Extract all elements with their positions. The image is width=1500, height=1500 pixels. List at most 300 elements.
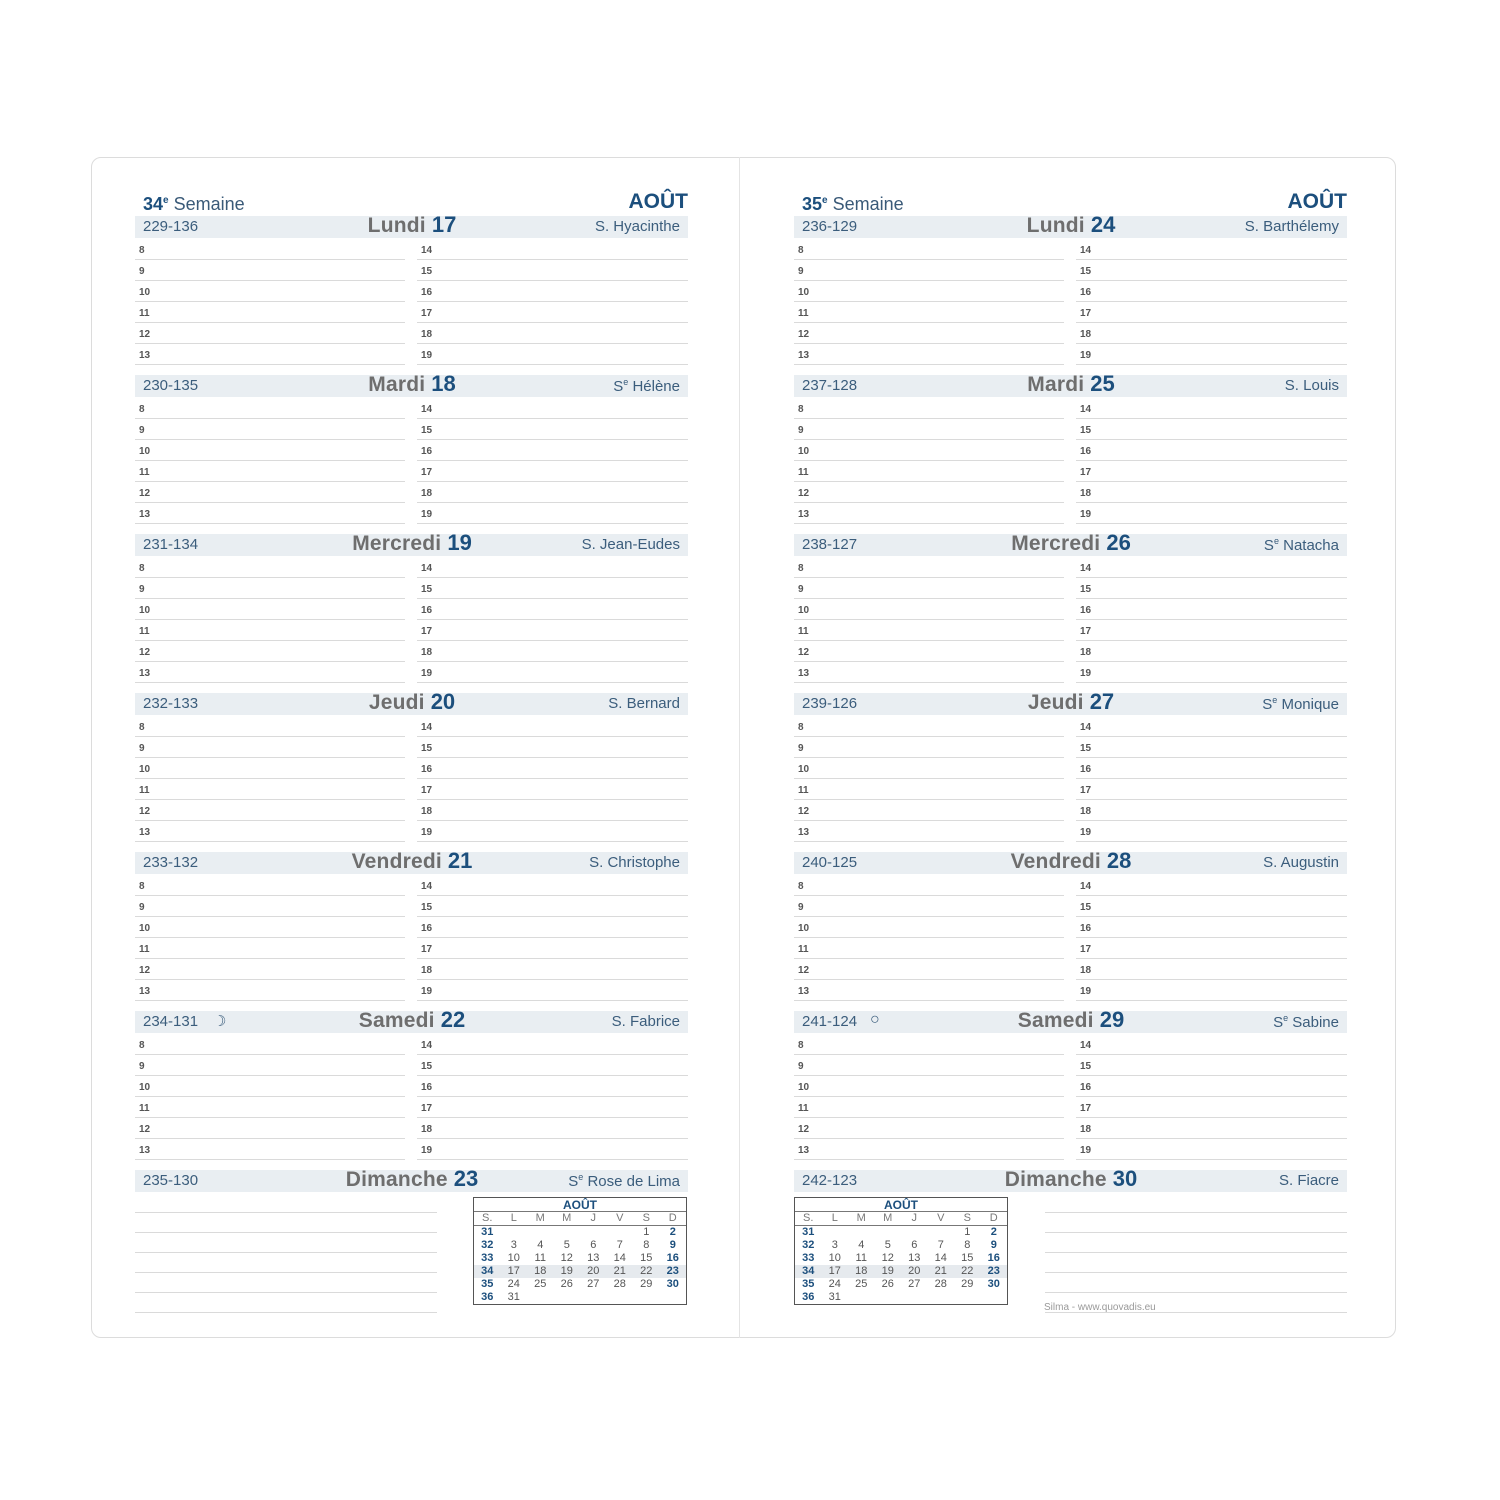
hour-label: 16	[1080, 605, 1092, 616]
hour-slot[interactable]	[794, 821, 1064, 842]
day-name	[312, 1007, 512, 1033]
hour-slot[interactable]	[135, 482, 405, 503]
day-header	[794, 1166, 1347, 1192]
hour-label: 16	[1080, 287, 1092, 298]
note-line[interactable]	[135, 1253, 437, 1273]
hour-slots	[135, 397, 688, 534]
hour-slot[interactable]	[1076, 482, 1347, 503]
hour-slot[interactable]	[417, 800, 688, 821]
hour-slot[interactable]	[417, 281, 688, 302]
mini-calendar-week	[474, 1265, 686, 1278]
hour-slot[interactable]	[1076, 716, 1347, 737]
afternoon-column	[1076, 1034, 1347, 1160]
hour-slot[interactable]	[417, 482, 688, 503]
saint-name	[595, 218, 680, 235]
hour-slot[interactable]	[417, 641, 688, 662]
day-of-year: 237-128	[802, 377, 858, 394]
hour-slot[interactable]	[135, 917, 405, 938]
hour-slot[interactable]	[417, 461, 688, 482]
week-number-cell: 36	[802, 1291, 815, 1303]
hour-slot[interactable]	[417, 896, 688, 917]
hour-label: 9	[798, 743, 804, 754]
saint-name	[1245, 218, 1339, 235]
hour-slot[interactable]	[417, 1097, 688, 1118]
mini-calendar-week	[474, 1226, 686, 1240]
date-cell	[901, 1226, 928, 1240]
hour-slot[interactable]	[1076, 821, 1347, 842]
hour-slot[interactable]	[1076, 641, 1347, 662]
week-label	[802, 194, 904, 215]
hour-slot[interactable]	[1076, 239, 1347, 260]
date-cell: 9	[669, 1239, 676, 1251]
date-cell: 10	[507, 1252, 520, 1264]
date-cell: 6	[590, 1239, 597, 1251]
day-number: 26	[1106, 530, 1131, 555]
hour-label: 18	[421, 647, 433, 658]
weekday-header: M	[527, 1212, 554, 1226]
hour-slot[interactable]	[135, 323, 405, 344]
hour-slot[interactable]	[794, 620, 1064, 641]
note-lines[interactable]	[135, 1193, 437, 1313]
hour-slot[interactable]	[135, 875, 405, 896]
mini-calendar-title: AOÛT	[884, 1198, 918, 1212]
hour-label: 19	[421, 1145, 433, 1156]
hour-slot[interactable]	[1076, 1055, 1347, 1076]
hour-slot[interactable]	[417, 1034, 688, 1055]
hour-slot[interactable]	[1076, 578, 1347, 599]
page-gutter	[739, 157, 740, 1338]
day-header	[794, 212, 1347, 238]
date-cell	[607, 1226, 634, 1240]
hour-slot[interactable]	[417, 620, 688, 641]
hour-slot[interactable]	[135, 896, 405, 917]
hour-slot[interactable]	[135, 959, 405, 980]
day-number: 20	[430, 689, 456, 714]
hour-slot[interactable]	[135, 1076, 405, 1097]
note-line[interactable]	[135, 1293, 437, 1313]
hour-slot[interactable]	[417, 980, 688, 1001]
day-name	[312, 530, 512, 556]
hour-slot[interactable]	[1076, 620, 1347, 641]
hour-label: 9	[798, 425, 804, 436]
weekday: Mardi	[368, 373, 426, 396]
date-cell: 21	[928, 1265, 955, 1278]
hour-slot[interactable]	[794, 875, 1064, 896]
hour-slot[interactable]	[417, 938, 688, 959]
mini-calendar-week	[795, 1291, 1007, 1304]
month-title: AOÛT	[628, 190, 688, 213]
hour-slot[interactable]	[417, 398, 688, 419]
hour-label: 10	[139, 605, 151, 616]
hour-label: 17	[421, 1103, 433, 1114]
afternoon-column	[417, 716, 688, 842]
note-line[interactable]	[135, 1193, 437, 1213]
weekday-header: J	[580, 1212, 607, 1226]
weekday: Vendredi	[1010, 850, 1101, 873]
week-number-cell: 35	[481, 1278, 494, 1290]
hour-slot[interactable]	[417, 344, 688, 365]
hour-slot[interactable]	[794, 737, 1064, 758]
mini-calendar-grid	[795, 1211, 1007, 1304]
hour-slot[interactable]	[135, 1055, 405, 1076]
weekday-header: D	[981, 1212, 1008, 1226]
hour-slot[interactable]	[1076, 959, 1347, 980]
morning-column	[135, 716, 405, 842]
note-line[interactable]	[135, 1213, 437, 1233]
hour-label: 12	[139, 965, 151, 976]
day-block	[135, 212, 688, 375]
day-block	[794, 212, 1347, 375]
hour-slot[interactable]	[794, 1034, 1064, 1055]
hour-slot[interactable]	[417, 557, 688, 578]
hour-slot[interactable]	[417, 917, 688, 938]
note-line[interactable]	[1045, 1253, 1347, 1273]
hour-label: 14	[1080, 245, 1092, 256]
day-of-year: 235-130	[143, 1172, 199, 1189]
date-cell	[660, 1291, 687, 1304]
day-of-year: 240-125	[802, 854, 858, 871]
day-block	[135, 689, 688, 852]
mini-calendar-week	[795, 1239, 1007, 1252]
hour-slot[interactable]	[794, 959, 1064, 980]
hour-slot[interactable]	[417, 779, 688, 800]
hour-slot[interactable]	[135, 260, 405, 281]
hour-slot[interactable]	[794, 938, 1064, 959]
day-of-year: 229-136	[143, 218, 199, 235]
hour-label: 13	[798, 350, 810, 361]
hour-slot[interactable]	[417, 716, 688, 737]
hour-slot[interactable]	[794, 1076, 1064, 1097]
hour-slot[interactable]	[417, 1118, 688, 1139]
hour-slot[interactable]	[1076, 398, 1347, 419]
hour-label: 12	[798, 647, 810, 658]
hour-slot[interactable]	[135, 239, 405, 260]
hour-slot[interactable]	[417, 1139, 688, 1160]
hour-label: 9	[139, 425, 145, 436]
day-name	[971, 1166, 1171, 1192]
hour-label: 8	[139, 722, 145, 733]
hour-label: 13	[798, 668, 810, 679]
hour-slot[interactable]	[135, 620, 405, 641]
hour-slot[interactable]	[417, 959, 688, 980]
hour-label: 13	[139, 827, 151, 838]
note-line[interactable]	[1045, 1233, 1347, 1253]
morning-column	[135, 398, 405, 524]
week-word: Semaine	[832, 194, 904, 214]
hour-slot[interactable]	[135, 1097, 405, 1118]
hour-label: 13	[798, 827, 810, 838]
note-line[interactable]	[1045, 1213, 1347, 1233]
hour-slot[interactable]	[794, 419, 1064, 440]
note-lines[interactable]	[1045, 1193, 1347, 1313]
hour-label: 18	[1080, 647, 1092, 658]
hour-slot[interactable]	[794, 896, 1064, 917]
hour-label: 19	[1080, 827, 1092, 838]
hour-label: 15	[1080, 425, 1092, 436]
day-header	[135, 530, 688, 556]
hour-slot[interactable]	[135, 557, 405, 578]
hour-slot[interactable]	[794, 1118, 1064, 1139]
hour-slot[interactable]	[1076, 557, 1347, 578]
hour-label: 12	[798, 329, 810, 340]
hour-slot[interactable]	[794, 503, 1064, 524]
weekday-header: S	[954, 1212, 981, 1226]
date-cell	[527, 1226, 554, 1240]
hour-slot[interactable]	[135, 1034, 405, 1055]
day-number: 24	[1090, 212, 1116, 237]
hour-slot[interactable]	[1076, 1118, 1347, 1139]
hour-slot[interactable]	[794, 239, 1064, 260]
date-cell	[580, 1226, 607, 1240]
date-cell: 29	[961, 1278, 974, 1290]
hour-label: 11	[798, 1103, 809, 1114]
hour-slot[interactable]	[794, 302, 1064, 323]
hour-slot[interactable]	[135, 800, 405, 821]
morning-column	[794, 1034, 1064, 1160]
hour-slot[interactable]	[1076, 917, 1347, 938]
hour-label: 17	[1080, 626, 1092, 637]
hour-slot[interactable]	[794, 1139, 1064, 1160]
hour-label: 10	[798, 764, 810, 775]
saint-text: S. Fabrice	[611, 1013, 680, 1030]
hour-slot[interactable]	[417, 758, 688, 779]
saint-text: Monique	[1281, 696, 1339, 713]
hour-label: 9	[798, 266, 804, 277]
hour-slot[interactable]	[794, 917, 1064, 938]
hour-label: 8	[139, 881, 145, 892]
hour-slot[interactable]	[417, 323, 688, 344]
hour-slot[interactable]	[1076, 800, 1347, 821]
date-cell	[901, 1291, 928, 1304]
hour-slot[interactable]	[794, 398, 1064, 419]
hour-label: 10	[798, 923, 810, 934]
first-quarter-moon-icon: ☽	[213, 1013, 227, 1030]
weekday-header: L	[501, 1212, 528, 1226]
note-line[interactable]	[1045, 1193, 1347, 1213]
week-number-cell: 34	[474, 1265, 501, 1278]
hour-label: 16	[421, 923, 433, 934]
date-cell: 5	[563, 1239, 570, 1251]
hour-slot[interactable]	[417, 1076, 688, 1097]
hour-slot[interactable]	[1076, 1139, 1347, 1160]
hour-slot[interactable]	[1076, 302, 1347, 323]
date-cell: 21	[607, 1265, 634, 1278]
hour-label: 9	[798, 584, 804, 595]
day-of-year: 230-135	[143, 377, 199, 394]
hour-slot[interactable]	[135, 461, 405, 482]
hour-slot[interactable]	[794, 980, 1064, 1001]
hour-slot[interactable]	[1076, 779, 1347, 800]
hour-slot[interactable]	[135, 716, 405, 737]
hour-label: 12	[798, 488, 810, 499]
hour-slot[interactable]	[135, 599, 405, 620]
hour-slot[interactable]	[417, 599, 688, 620]
hour-slot[interactable]	[1076, 461, 1347, 482]
weekday: Vendredi	[351, 850, 442, 873]
hour-slot[interactable]	[794, 578, 1064, 599]
hour-label: 9	[798, 1061, 804, 1072]
hour-slot[interactable]	[794, 440, 1064, 461]
hour-slot[interactable]	[417, 419, 688, 440]
hour-slot[interactable]	[794, 716, 1064, 737]
hour-slot[interactable]	[135, 821, 405, 842]
hour-slot[interactable]	[794, 557, 1064, 578]
hour-label: 12	[798, 806, 810, 817]
day-number: 30	[1112, 1166, 1138, 1191]
hour-slot[interactable]	[794, 344, 1064, 365]
day-of-year: 233-132	[143, 854, 199, 871]
hour-slot[interactable]	[1076, 281, 1347, 302]
afternoon-column	[1076, 875, 1347, 1001]
hour-slot[interactable]	[417, 821, 688, 842]
date-cell: 11	[534, 1252, 546, 1264]
hour-label: 13	[139, 668, 151, 679]
saint-text: S. Bernard	[608, 695, 680, 712]
hour-slot[interactable]	[794, 260, 1064, 281]
hour-slot[interactable]	[135, 641, 405, 662]
hour-slot[interactable]	[135, 1118, 405, 1139]
date-cell: 18	[848, 1265, 875, 1278]
hour-label: 11	[798, 785, 809, 796]
weekday: Dimanche	[1004, 1168, 1107, 1191]
hour-slot[interactable]	[417, 503, 688, 524]
hour-slot[interactable]	[417, 1055, 688, 1076]
hour-slot[interactable]	[417, 578, 688, 599]
hour-slot[interactable]	[1076, 440, 1347, 461]
hour-label: 10	[798, 446, 810, 457]
hour-slot[interactable]	[1076, 1076, 1347, 1097]
date-cell: 22	[633, 1265, 660, 1278]
day-number: 29	[1099, 1007, 1125, 1032]
day-block	[794, 689, 1347, 852]
hour-label: 11	[139, 467, 150, 478]
hour-label: 16	[421, 764, 433, 775]
hour-label: 8	[139, 1040, 145, 1051]
hour-slot[interactable]	[135, 662, 405, 683]
hour-slot[interactable]	[135, 281, 405, 302]
hour-slot[interactable]	[135, 758, 405, 779]
day-number: 19	[447, 530, 472, 555]
hour-slot[interactable]	[417, 239, 688, 260]
day-block	[794, 848, 1347, 1011]
morning-column	[794, 557, 1064, 683]
hour-slot[interactable]	[135, 1139, 405, 1160]
weekday-header: S	[633, 1212, 660, 1226]
hour-label: 16	[421, 287, 433, 298]
hour-slot[interactable]	[1076, 419, 1347, 440]
hour-slot[interactable]	[417, 875, 688, 896]
hour-label: 12	[139, 488, 151, 499]
hour-slot[interactable]	[1076, 875, 1347, 896]
hour-slot[interactable]	[794, 281, 1064, 302]
hour-label: 12	[798, 965, 810, 976]
hour-slot[interactable]	[1076, 323, 1347, 344]
hour-slot[interactable]	[1076, 1034, 1347, 1055]
hour-slot[interactable]	[794, 800, 1064, 821]
hour-label: 16	[421, 605, 433, 616]
hour-slot[interactable]	[794, 1097, 1064, 1118]
saint-prefix: S	[1262, 696, 1273, 713]
hour-label: 8	[139, 245, 145, 256]
day-header	[135, 371, 688, 397]
hour-slot[interactable]	[135, 980, 405, 1001]
hour-slot[interactable]	[1076, 1097, 1347, 1118]
weekday-header: J	[901, 1212, 928, 1226]
hour-slot[interactable]	[135, 779, 405, 800]
hour-slot[interactable]	[794, 323, 1064, 344]
hour-slot[interactable]	[135, 578, 405, 599]
hour-slot[interactable]	[417, 440, 688, 461]
hour-slot[interactable]	[417, 302, 688, 323]
hour-slot[interactable]	[1076, 737, 1347, 758]
hour-slot[interactable]	[417, 737, 688, 758]
hour-slot[interactable]	[135, 938, 405, 959]
hour-slot[interactable]	[1076, 503, 1347, 524]
hour-slot[interactable]	[1076, 260, 1347, 281]
hour-label: 15	[1080, 902, 1092, 913]
hour-slot[interactable]	[135, 344, 405, 365]
hour-label: 18	[421, 488, 433, 499]
day-number: 27	[1089, 689, 1115, 714]
hour-slot[interactable]	[794, 1055, 1064, 1076]
hour-slot[interactable]	[135, 440, 405, 461]
day-name	[312, 848, 512, 874]
hour-label: 18	[1080, 488, 1092, 499]
hour-slot[interactable]	[1076, 599, 1347, 620]
hour-slot[interactable]	[1076, 938, 1347, 959]
hour-slot[interactable]	[135, 419, 405, 440]
hour-slot[interactable]	[417, 662, 688, 683]
hour-slot[interactable]	[794, 599, 1064, 620]
hour-label: 14	[421, 1040, 433, 1051]
hour-slot[interactable]	[135, 398, 405, 419]
saint-text: S. Fiacre	[1278, 1172, 1339, 1189]
hour-slot[interactable]	[1076, 980, 1347, 1001]
hour-label: 9	[139, 584, 145, 595]
morning-column	[135, 557, 405, 683]
day-header	[794, 530, 1347, 556]
hour-label: 9	[798, 902, 804, 913]
hour-slot[interactable]	[135, 737, 405, 758]
hour-slot[interactable]	[1076, 662, 1347, 683]
note-line[interactable]	[135, 1233, 437, 1253]
hour-slot[interactable]	[794, 641, 1064, 662]
hour-slot[interactable]	[417, 260, 688, 281]
hour-label: 8	[139, 563, 145, 574]
hour-label: 14	[421, 404, 433, 415]
hour-label: 15	[421, 584, 433, 595]
hour-slot[interactable]	[1076, 758, 1347, 779]
hour-slot[interactable]	[1076, 896, 1347, 917]
note-line[interactable]	[135, 1273, 437, 1293]
hour-slot[interactable]	[135, 503, 405, 524]
hour-slot[interactable]	[794, 461, 1064, 482]
hour-label: 17	[1080, 1103, 1092, 1114]
hour-slot[interactable]	[794, 758, 1064, 779]
hour-slot[interactable]	[794, 482, 1064, 503]
hour-slots	[794, 1033, 1347, 1170]
hour-slot[interactable]	[794, 779, 1064, 800]
hour-label: 9	[139, 743, 145, 754]
hour-slots	[794, 874, 1347, 1011]
hour-slot[interactable]	[135, 302, 405, 323]
note-line[interactable]	[1045, 1273, 1347, 1293]
hour-slot[interactable]	[1076, 344, 1347, 365]
hour-slot[interactable]	[794, 662, 1064, 683]
date-cell: 31	[828, 1291, 841, 1303]
saint-sup: e	[1273, 536, 1279, 546]
week-number: 34	[143, 194, 164, 214]
